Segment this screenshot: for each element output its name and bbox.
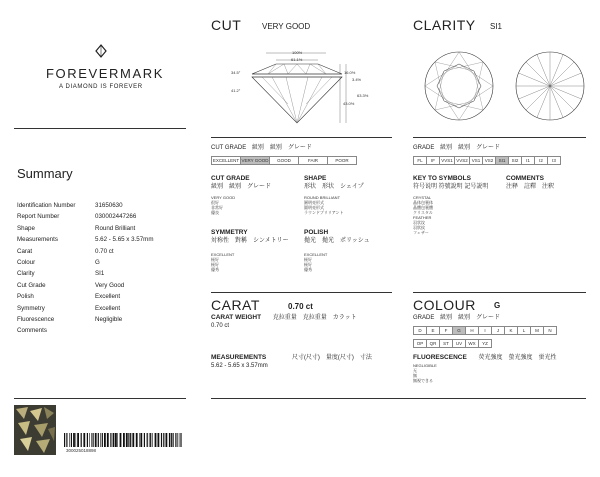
clarity-grade-scale xyxy=(413,156,560,165)
colour-grade-scale-extended xyxy=(413,339,491,348)
barcode-bar xyxy=(140,433,142,447)
symmetry-block-label: SYMMETRY xyxy=(211,229,248,236)
measurements-value: 5.62 - 5.65 x 3.57mm xyxy=(211,363,268,369)
barcode-bar xyxy=(181,433,182,447)
text-line: 優良 xyxy=(211,210,219,215)
text-line: 優秀 xyxy=(211,267,219,272)
diamond-photo-texture xyxy=(14,405,56,455)
barcode-bar xyxy=(152,433,153,447)
barcode-bar xyxy=(120,433,122,447)
summary-value: G xyxy=(95,259,100,266)
cut-label-pavilion-depth: 43.0% xyxy=(343,101,355,106)
text-line: ROUND BRILLIANT xyxy=(304,195,341,200)
text-line: 晶体包裹体 xyxy=(413,200,433,205)
summary-label: Report Number xyxy=(17,213,60,221)
barcode-bar xyxy=(139,433,140,447)
shape-block xyxy=(304,175,394,215)
scale-cell: WX xyxy=(465,339,479,348)
clarity-comments-ja: 注释 註釋 注釈 xyxy=(506,184,555,190)
scale-cell: VVS1 xyxy=(439,156,455,165)
barcode-bar xyxy=(150,433,151,447)
barcode-bar xyxy=(166,433,168,447)
clarity-comments-block xyxy=(506,175,596,191)
cut-label-depth: 63.3% xyxy=(357,93,369,98)
text-line: 極好 xyxy=(304,257,312,262)
barcode-bar xyxy=(64,433,65,447)
polish-block-lines xyxy=(304,252,394,272)
summary-label: Symmetry xyxy=(17,304,45,312)
summary-value: Round Brilliant xyxy=(95,224,136,232)
cut-divider xyxy=(211,137,392,138)
measurements-ja: 尺寸(尺寸) 量度(尺寸) 寸法 xyxy=(291,355,372,361)
text-line: 無視できる xyxy=(413,378,433,383)
scale-cell: GOOD xyxy=(269,156,299,165)
fluorescence-lines xyxy=(413,363,598,383)
scale-cell: I xyxy=(478,326,492,335)
scale-cell: FAIR xyxy=(298,156,328,165)
clarity-plot-crown-icon xyxy=(423,50,495,122)
summary-label: Identification Number xyxy=(17,202,76,209)
scale-cell: IF xyxy=(426,156,440,165)
barcode-bar xyxy=(98,433,99,447)
scale-cell: J xyxy=(491,326,505,335)
text-line: フェザー xyxy=(413,230,429,235)
text-line: 羽状纹 xyxy=(413,220,425,225)
text-line: CRYSTAL xyxy=(413,195,432,200)
summary-label: Comments xyxy=(17,327,47,335)
scale-cell: OP xyxy=(413,339,427,348)
text-line: 无 xyxy=(413,368,417,373)
colour-value: G xyxy=(494,301,501,310)
summary-label: Fluorescence xyxy=(17,316,55,323)
colour-grade-scale xyxy=(413,326,556,335)
barcode-bar xyxy=(123,433,125,447)
text-line: 極好 xyxy=(211,257,219,262)
text-line: 羽狀紋 xyxy=(413,225,425,230)
colour-grade-label xyxy=(413,314,500,322)
symmetry-block-lines xyxy=(211,252,301,272)
scale-cell: E xyxy=(426,326,440,335)
polish-block-ja: 拋光 拋光 ポリッシュ xyxy=(304,238,370,244)
text-line: 極好 xyxy=(304,262,312,267)
barcode-bar xyxy=(169,433,170,447)
summary-title: Summary xyxy=(17,166,73,181)
barcode-bar xyxy=(147,433,148,447)
scale-cell: VERY GOOD xyxy=(241,158,269,163)
barcode-bar xyxy=(89,433,90,447)
left-divider-bottom xyxy=(14,398,186,399)
summary-value: 5.62 - 5.65 x 3.57mm xyxy=(95,236,154,244)
clarity-title: CLARITY xyxy=(413,17,476,33)
barcode-bar xyxy=(130,433,131,447)
summary-label: Polish xyxy=(17,293,34,301)
clarity-value: SI1 xyxy=(490,22,503,31)
barcode-bar xyxy=(73,433,75,447)
cut-grade-label-en: CUT GRADE xyxy=(211,145,247,151)
cut-grade-block-ja: 級別 級別 グレード xyxy=(211,184,272,190)
summary-value: SI1 xyxy=(95,270,105,278)
summary-value: 31650630 xyxy=(95,202,123,209)
text-line: 晶體包裹體 xyxy=(413,205,433,210)
measurements-block xyxy=(211,354,396,370)
scale-cell: YZ xyxy=(478,339,492,348)
text-line: 圆明亮形式 xyxy=(304,205,324,210)
cut-grade-label xyxy=(211,144,312,152)
key-to-symbols-ja: 符号说明 符號說明 記号説明 xyxy=(413,184,489,190)
barcode-bar xyxy=(136,433,138,447)
summary-label: Measurements xyxy=(17,236,58,244)
barcode-bar xyxy=(180,433,181,447)
carat-weight-block xyxy=(211,314,396,330)
barcode-bar xyxy=(87,433,88,447)
summary-label: Clarity xyxy=(17,270,35,278)
summary-value: 030002447266 xyxy=(95,213,137,221)
key-to-symbols-lines xyxy=(413,195,503,235)
fluorescence-label: FLUORESCENCE xyxy=(413,354,467,361)
barcode-bar xyxy=(102,433,103,447)
scale-cell: QR xyxy=(426,339,440,348)
clarity-grade-label xyxy=(413,144,500,152)
carat-title: CARAT xyxy=(211,297,260,313)
brand-tagline: A DIAMOND IS FOREVER xyxy=(59,84,143,90)
barcode-bar xyxy=(173,433,174,447)
scale-cell: EXCELLENT xyxy=(212,158,240,163)
scale-cell: VVS2 xyxy=(454,156,470,165)
barcode-number: 300025018898 xyxy=(66,448,97,453)
scale-cell: I2 xyxy=(534,156,548,165)
text-line: 圓明亮形式 xyxy=(304,200,324,205)
barcode-bar xyxy=(128,433,129,447)
scale-cell: SI1 xyxy=(495,156,509,165)
text-line: VERY GOOD xyxy=(211,195,236,200)
barcode-bar xyxy=(93,433,94,447)
barcode-bar xyxy=(69,433,70,447)
carat-weight-label: CARAT WEIGHT xyxy=(211,314,262,321)
polish-block-label: POLISH xyxy=(304,229,329,236)
summary-value: Excellent xyxy=(95,304,121,312)
scale-cell: UV xyxy=(452,339,466,348)
key-to-symbols-label: KEY TO SYMBOLS xyxy=(413,175,471,182)
cut-label-crown-height: 16.0% xyxy=(344,70,356,75)
barcode-bar xyxy=(66,433,67,447)
text-line: クリスタル xyxy=(413,210,433,215)
scale-cell: D xyxy=(413,326,427,335)
barcode-bar xyxy=(161,433,162,447)
colour-title: COLOUR xyxy=(413,297,476,313)
barcode-bar xyxy=(177,433,178,447)
barcode-bar xyxy=(104,433,106,447)
barcode-bar xyxy=(115,433,117,447)
scale-cell: VS1 xyxy=(469,156,483,165)
carat-divider xyxy=(211,292,392,293)
scale-cell: F xyxy=(439,326,453,335)
scale-cell: VS2 xyxy=(482,156,496,165)
fluorescence-ja: 荧光強度 螢光強度 蛍光性 xyxy=(478,355,557,361)
cut-label-table: 100% xyxy=(292,50,303,55)
barcode-bar xyxy=(95,433,97,447)
summary-value: Very Good xyxy=(95,281,125,289)
scale-cell: H xyxy=(465,326,479,335)
diamond-photo xyxy=(14,405,56,455)
fluorescence-block xyxy=(413,354,598,383)
text-line: EXCELLENT xyxy=(211,252,235,257)
colour-divider xyxy=(413,292,586,293)
scale-cell: POOR xyxy=(327,156,357,165)
cut-label-girdle: 3.4% xyxy=(352,77,362,82)
symmetry-block xyxy=(211,229,301,272)
summary-label: Carat xyxy=(17,247,33,255)
shape-block-ja: 形状 形状 シェイプ xyxy=(304,184,364,190)
clarity-comments-label: COMMENTS xyxy=(506,175,544,182)
shape-block-label: SHAPE xyxy=(304,175,327,182)
scale-cell: K xyxy=(504,326,518,335)
clarity-divider xyxy=(413,137,586,138)
barcode-bar xyxy=(132,433,134,447)
summary-label: Cut Grade xyxy=(17,281,46,289)
barcode-bar xyxy=(155,433,157,447)
measurements-label: MEASUREMENTS xyxy=(211,354,267,361)
barcode-bar xyxy=(179,433,180,447)
text-line: 非常好 xyxy=(211,205,223,210)
cut-label-table2: 61.1% xyxy=(291,57,303,62)
colour-grade-label-ja: 級別 級別 グレード xyxy=(440,315,501,321)
carat-weight-ja: 克拉重量 克拉重量 カラット xyxy=(272,315,357,321)
brand-block xyxy=(0,0,190,130)
cut-grade-scale xyxy=(211,156,356,165)
summary-value: Negligible xyxy=(95,316,123,323)
barcode-bar xyxy=(81,433,82,447)
barcode-bar xyxy=(71,433,72,447)
polish-block xyxy=(304,229,394,272)
barcode-bar xyxy=(83,433,85,447)
scale-cell: G xyxy=(452,326,466,335)
colour-grade-label-en: GRADE xyxy=(413,315,435,321)
text-line: ラウンドブリリアント xyxy=(304,210,344,215)
cut-grade-label-ja: 級別 級別 グレード xyxy=(251,145,312,151)
carat-weight-value: 0.70 ct xyxy=(211,323,230,329)
scale-cell: I1 xyxy=(521,156,535,165)
barcode-bar xyxy=(149,433,150,447)
barcode-bar xyxy=(77,433,79,447)
scale-cell: M xyxy=(530,326,544,335)
text-line: EXCELLENT xyxy=(304,252,328,257)
cut-value: VERY GOOD xyxy=(262,22,311,31)
cut-grade-block-lines xyxy=(211,195,301,215)
text-line: NEGLIGIBLE xyxy=(413,363,437,368)
barcode-bar xyxy=(110,433,111,447)
text-line: 極好 xyxy=(211,262,219,267)
scale-cell: N xyxy=(543,326,557,335)
clarity-plot-pavilion-icon xyxy=(514,50,586,122)
barcode-bar xyxy=(144,433,145,447)
summary-label: Colour xyxy=(17,259,36,266)
diamond-logo-icon xyxy=(94,44,108,58)
cut-label-crown-angle: 34.5° xyxy=(231,70,241,75)
barcode-bar xyxy=(113,433,115,447)
scale-cell: ST xyxy=(439,339,453,348)
symmetry-block-ja: 対称性 對稱 シンメトリー xyxy=(211,238,289,244)
clarity-grade-label-ja: 級別 級別 グレード xyxy=(440,145,501,151)
scale-cell: SI2 xyxy=(508,156,522,165)
text-line: 優秀 xyxy=(304,267,312,272)
scale-cell: L xyxy=(517,326,531,335)
cut-label-pavilion-angle: 41.2° xyxy=(231,88,241,93)
cut-grade-block-label: CUT GRADE xyxy=(211,175,250,182)
text-line: 很好 xyxy=(211,200,219,205)
scale-cell: I3 xyxy=(547,156,561,165)
key-to-symbols-block xyxy=(413,175,503,235)
barcode-bar xyxy=(171,433,172,447)
summary-value: Excellent xyxy=(95,293,121,301)
shape-block-lines xyxy=(304,195,394,215)
barcode-bar xyxy=(117,433,118,447)
barcode-bar xyxy=(163,433,164,447)
summary-label: Shape xyxy=(17,224,35,232)
barcode-bar xyxy=(175,433,176,447)
scale-cell: FL xyxy=(413,156,427,165)
clarity-grade-label-en: GRADE xyxy=(413,145,435,151)
barcode-bar xyxy=(100,433,101,447)
left-divider-top xyxy=(14,128,186,129)
carat-value: 0.70 ct xyxy=(288,302,313,311)
barcode-bar xyxy=(107,433,109,447)
text-line: 無 xyxy=(413,373,417,378)
text-line: FEATHER xyxy=(413,215,432,220)
right-divider-bottom xyxy=(211,398,586,399)
barcode-bar xyxy=(158,433,160,447)
barcode xyxy=(64,433,184,447)
brand-name: FOREVERMARK xyxy=(46,66,165,81)
barcode-bar xyxy=(76,433,77,447)
summary-value: 0.70 ct xyxy=(95,247,114,255)
barcode-bar xyxy=(126,433,128,447)
cut-title: CUT xyxy=(211,17,242,33)
barcode-bar xyxy=(91,433,92,447)
cut-grade-block xyxy=(211,175,301,215)
